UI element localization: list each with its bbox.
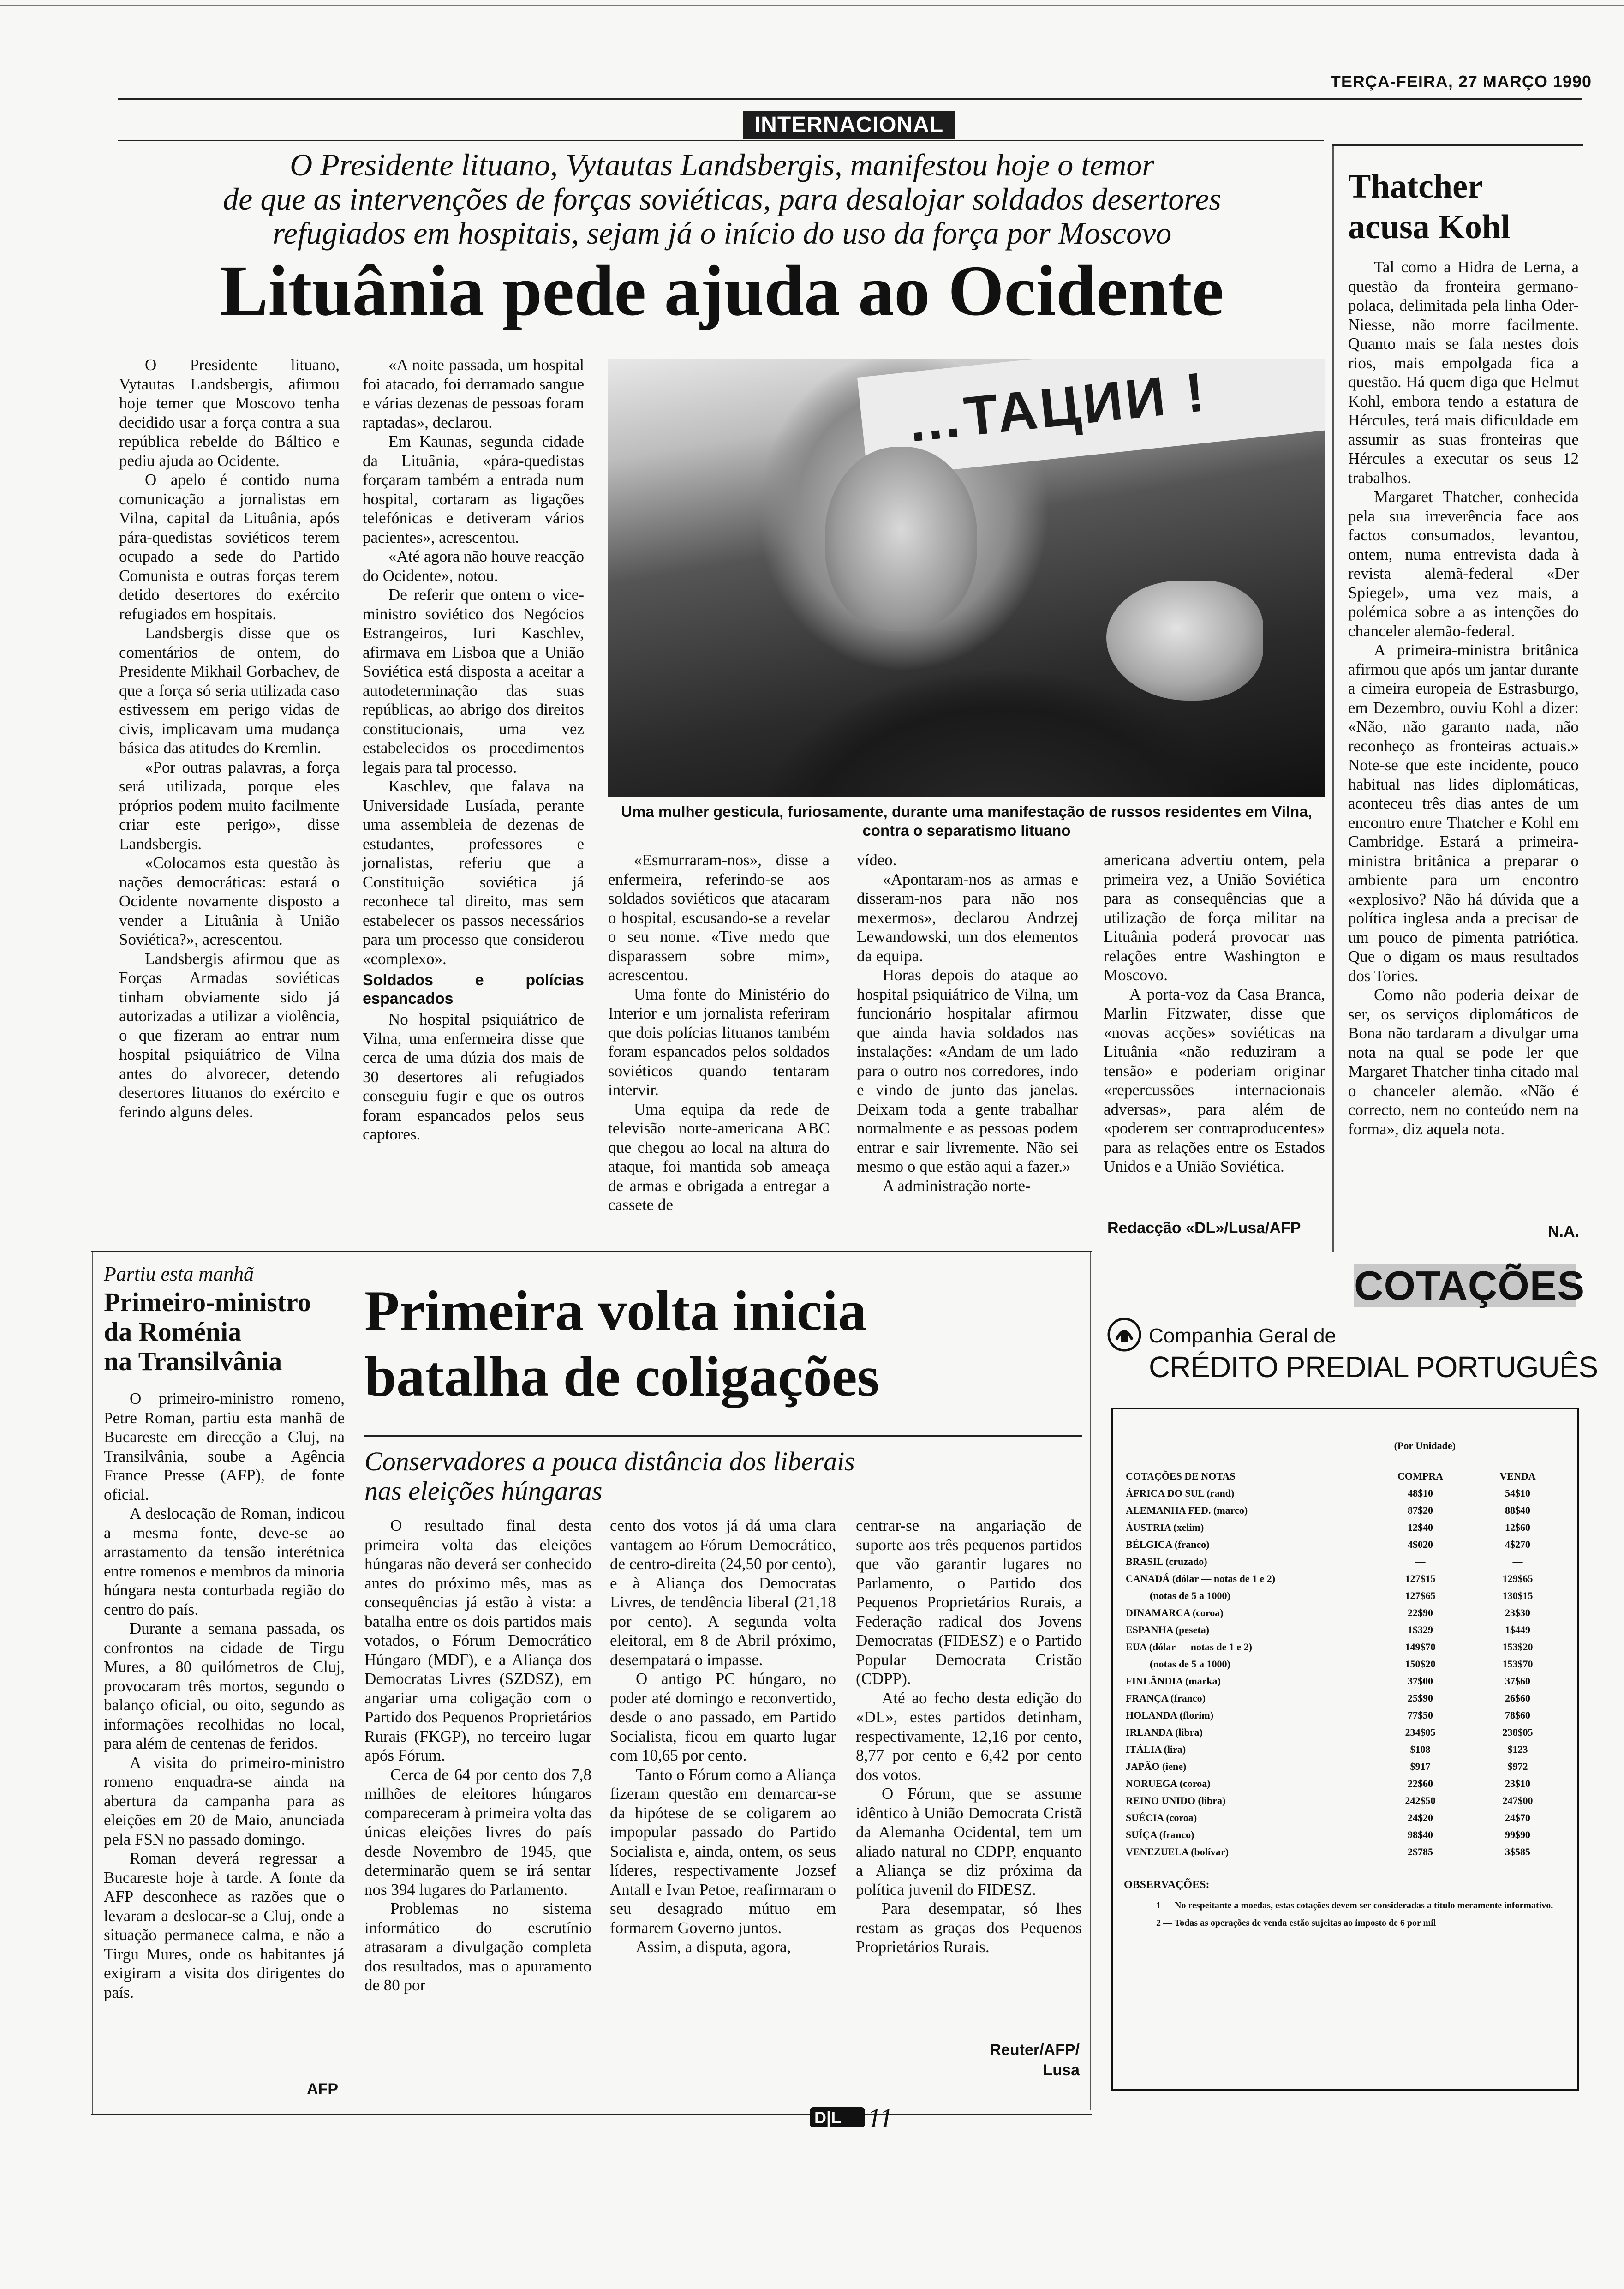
rate-row	[1124, 1570, 1566, 1587]
thatcher-headline-line: Thatcher	[1348, 168, 1483, 205]
rate-row	[1124, 1655, 1566, 1672]
rates-header-row	[1124, 1468, 1566, 1485]
paragraph: Em Kaunas, segunda cidade da Lituânia, «pára-quedistas forçaram também a entrada num hospital, cortaram as ligações telefónicas e detiveram vários pacientes», acrescentou.	[363, 432, 584, 546]
lead-col-5	[1104, 851, 1325, 1176]
rate-row	[1124, 1587, 1566, 1604]
rate-venda: 153$20	[1502, 1641, 1533, 1653]
rate-row	[1124, 1672, 1566, 1690]
rate-compra: 149$70	[1405, 1641, 1436, 1653]
rate-venda: 24$70	[1505, 1812, 1531, 1823]
paragraph: «Apontaram-nos as armas e disseram-nos para não nos mexermos», declarou Andrzej Lewandowski, um dos elementos da equipa.	[857, 870, 1078, 965]
header-cell: VENDA	[1499, 1470, 1536, 1482]
thatcher-headline	[1348, 166, 1511, 247]
dl-logo-mark: D|L	[814, 2108, 842, 2127]
rates-table	[1124, 1468, 1566, 1860]
hungary-col-3	[856, 1516, 1082, 1957]
rate-row	[1124, 1741, 1566, 1758]
photo-caption: Uma mulher gesticula, furiosamente, durante uma manifestação de russos residentes em Vilna, contra o separatismo lituano	[621, 803, 1312, 839]
romania-headline-line: na Transilvânia	[104, 1346, 282, 1376]
currency-name: NORUEGA (coroa)	[1126, 1778, 1211, 1789]
rate-venda: —	[1512, 1556, 1523, 1567]
rate-row	[1124, 1485, 1566, 1502]
paragraph: Problemas no sistema informático do escrutínio atrasaram a divulgação completa dos resultados, mas o apuramento de 80 por	[364, 1900, 591, 1994]
rate-row	[1124, 1604, 1566, 1621]
paragraph: centrar-se na angariação de suporte aos três pequenos partidos que vão garantir lugares no Parlamento, o Partido dos Pequenos Proprietários Rurais, a Federação radical dos Jovens Democratas (FIDESZ) e o Partido Popular Democrata Cristão (CDPP).	[856, 1516, 1082, 1688]
paragraph: cento dos votos já dá uma clara vantagem ao Fórum Democrático, de centro-direita (24,50 por cento), e à Aliança dos Democratas Livres, de tendência liberal (21,18 por cento). A segunda volta eleitoral, em 8 de Abril próximo, desempatará o impasse.	[610, 1516, 836, 1669]
rate-row	[1124, 1707, 1566, 1724]
rate-compra: 127$15	[1405, 1573, 1436, 1584]
rate-compra: 22$90	[1408, 1607, 1433, 1618]
rate-compra: 87$20	[1408, 1504, 1433, 1516]
rate-compra: 2$785	[1408, 1846, 1433, 1858]
paragraph: Tanto o Fórum como a Aliança fizeram questão em demarcar-se da hipótese de se coligarem ao impopular passado do Partido Socialista e, ainda, ontem, os seus líderes, respectivamente Jozsef Antall e Ivan Petoe, reafirmaram o seu desagrado mútuo em formarem Governo juntos.	[610, 1765, 836, 1937]
paragraph: Como não poderia deixar de ser, os serviços diplomáticos de Bona não tardaram a divulgar uma nota na qual se pode ler que Margaret Thatcher tinha citado mal o chanceler alemão. «Não é correcto, nem no conteúdo nem na forma», diz aquela nota.	[1348, 986, 1579, 1138]
lead-kicker-line: de que as intervenções de forças soviéticas, para desalojar soldados desertores	[223, 181, 1221, 216]
paragraph: Até ao fecho desta edição do «DL», estes partidos detinham, respectivamente, 12,16 por cento, 8,77 por cento e 6,42 por cento dos votos.	[856, 1689, 1082, 1784]
paragraph: Tal como a Hidra de Lerna, a questão da fronteira germano-polaca, delimitada pela linha Oder-Niesse, não morre facilmente. Quanto mais se fala nestes dois rios, mais empolgada fica a questão. Há quem diga que Helmut Kohl, embora tendo a estatura de Hércules, terá mais dificuldade em assumir as suas fronteiras que Hércules a executar os seus 12 trabalhos.	[1348, 258, 1579, 487]
rate-compra: 234$05	[1405, 1726, 1436, 1738]
hungary-credit-line: Lusa	[1043, 2061, 1080, 2079]
romania-headline-line: da Roménia	[104, 1317, 242, 1347]
rate-row	[1124, 1758, 1566, 1775]
rate-venda: 238$05	[1502, 1726, 1533, 1738]
header-cell: COMPRA	[1397, 1470, 1444, 1482]
bank-logo-icon	[1107, 1318, 1141, 1352]
hungary-subtitle	[364, 1447, 855, 1506]
rate-row	[1124, 1519, 1566, 1536]
paragraph: Uma fonte do Ministério do Interior e um jornalista referiram que dois polícias lituanos também foram espancados pelos soldados soviéticos quando tentaram intervir.	[608, 985, 830, 1099]
lead-kicker	[120, 148, 1324, 250]
hungary-subtitle-line: nas eleições húngaras	[364, 1476, 603, 1506]
rate-venda: 3$585	[1505, 1846, 1531, 1858]
note-2: 2 — Todas as operações de venda estão sujeitas ao imposto de 6 por mil	[1156, 1918, 1436, 1928]
rate-row	[1124, 1638, 1566, 1655]
protest-banner-text: …ТАЦИИ !	[903, 360, 1210, 454]
currency-name: JAPÃO (iene)	[1126, 1761, 1187, 1772]
currency-name: EUA (dólar — notas de 1 e 2)	[1126, 1641, 1252, 1653]
romania-kicker: Partiu esta manhã	[104, 1263, 254, 1285]
thatcher-headline-line: acusa Kohl	[1348, 208, 1511, 246]
paragraph: Durante a semana passada, os confrontos na cidade de Tirgu Mures, a 80 quilómetros de Cluj, provocaram três mortos, segundo o balanço oficial, ou oito, segundo as informações recolhidas no local, para além de centenas de feridos.	[104, 1619, 345, 1752]
lead-subhead: Soldados e polícias espancados	[363, 971, 584, 1007]
paragraph: O antigo PC húngaro, no poder até domingo e reconvertido, desde o ano passado, em Partido Socialista, ficou em quarto lugar com 10,65 por cento.	[610, 1670, 836, 1764]
currency-name: (notas de 5 a 1000)	[1150, 1658, 1230, 1670]
currency-name: BRASIL (cruzado)	[1126, 1556, 1207, 1567]
rate-compra: 1$329	[1408, 1624, 1433, 1636]
paragraph: Landsbergis afirmou que as Forças Armadas soviéticas tinham obviamente sido já autorizadas a utilizar a violência, o que fizeram ao entrar num hospital psiquiátrico de Vilna antes do alvorecer, detendo desertores lituanos do exército e ferindo alguns deles.	[119, 949, 340, 1121]
page-number: 11	[867, 2103, 893, 2133]
rate-row	[1124, 1843, 1566, 1860]
currency-name: FINLÂNDIA (marka)	[1126, 1675, 1221, 1687]
romania-credit: AFP	[307, 2080, 338, 2098]
rate-row	[1124, 1826, 1566, 1843]
rate-venda: 130$15	[1502, 1590, 1533, 1601]
rate-compra: 25$90	[1408, 1692, 1433, 1704]
rate-compra: 37$00	[1408, 1675, 1433, 1687]
paragraph: Roman deverá regressar a Bucareste hoje à tarde. A fonte da AFP desconhece as razões que o levaram a deslocar-se a Cluj, onde a situação permanece calma, e não a Tirgu Mures, onde os habitantes já exigiram a visita dos dirigentes do país.	[104, 1849, 345, 2001]
hungary-subtitle-line: Conservadores a pouca distância dos liberais	[364, 1446, 855, 1476]
lead-kicker-line: refugiados em hospitais, sejam já o início do uso da força por Moscovo	[272, 216, 1172, 251]
hungary-headline-line: Primeira volta inicia	[364, 1279, 867, 1342]
rate-compra: $108	[1410, 1744, 1431, 1755]
paragraph: No hospital psiquiátrico de Vilna, uma enfermeira disse que cerca de uma dúzia dos mais de 30 desertores ali refugiados conseguiu fugir e que os outros foram espancados pelos seus captores.	[363, 1010, 584, 1143]
observacoes-title: OBSERVAÇÕES:	[1124, 1879, 1210, 1891]
lead-col-4	[857, 851, 1078, 1195]
paragraph: O Presidente lituano, Vytautas Landsbergis, afirmou hoje temer que Moscovo tenha decidido usar a força contra a sua república rebelde do Báltico e pediu ajuda ao Ocidente.	[119, 356, 340, 470]
rate-row	[1124, 1809, 1566, 1826]
rate-compra: 24$20	[1408, 1812, 1433, 1823]
currency-name: DINAMARCA (coroa)	[1126, 1607, 1224, 1618]
paragraph: «Colocamos esta questão às nações democráticas: estará o Ocidente novamente disposto a vender a Lituânia à União Soviética?», acrescentou.	[119, 854, 340, 948]
rate-venda: 247$00	[1502, 1795, 1533, 1806]
rate-venda: 37$60	[1505, 1675, 1531, 1687]
rate-compra: 242$50	[1405, 1795, 1436, 1806]
paragraph: Para desempatar, só lhes restam as graças dos Pequenos Proprietários Rurais.	[856, 1900, 1082, 1956]
currency-name: (notas de 5 a 1000)	[1150, 1590, 1230, 1601]
currency-name: REINO UNIDO (libra)	[1126, 1795, 1226, 1806]
rate-venda: 23$10	[1505, 1778, 1531, 1789]
paragraph: A deslocação de Roman, indicou a mesma fonte, deve-se ao arrastamento da tensão interétnica entre romenos e membros da minoria húngara nesta conturbada região do centro do país.	[104, 1504, 345, 1618]
hungary-col-2	[610, 1516, 836, 1957]
currency-name: IRLANDA (libra)	[1126, 1726, 1203, 1738]
cotacoes-title: COTAÇÕES	[1354, 1263, 1585, 1308]
paragraph: americana advertiu ontem, pela primeira vez, a União Soviética para as consequências que a utilização de força militar na Lituânia poderá provocar nas relações entre Washington e Moscovo.	[1104, 851, 1325, 984]
rate-compra: 98$40	[1408, 1829, 1433, 1840]
rate-row	[1124, 1621, 1566, 1638]
currency-name: FRANÇA (franco)	[1126, 1692, 1206, 1704]
rates-body	[1124, 1485, 1566, 1860]
rate-compra: 4$020	[1408, 1539, 1433, 1550]
hungary-headline-line: batalha de coligações	[364, 1345, 879, 1408]
rate-venda: 78$60	[1505, 1709, 1531, 1721]
paragraph: Margaret Thatcher, conhecida pela sua irreverência face aos factos consumados, levantou, ontem, numa entrevista dada à revista alemã-federal «Der Spiegel», uma vez mais, a polémica sobre a as intenções do chanceler alemão-federal.	[1348, 488, 1579, 640]
rate-compra: 77$50	[1408, 1709, 1433, 1721]
currency-name: SUÍÇA (franco)	[1126, 1829, 1194, 1840]
bank-name-line1: Companhia Geral de	[1149, 1324, 1337, 1347]
hungary-credit	[969, 2040, 1080, 2080]
hungary-col-1	[364, 1516, 591, 1995]
romania-body	[104, 1389, 345, 2002]
rate-venda: 23$30	[1505, 1607, 1531, 1618]
dl-logo	[810, 2107, 865, 2127]
currency-name: BÉLGICA (franco)	[1126, 1539, 1210, 1550]
hungary-credit-line: Reuter/AFP/	[990, 2041, 1080, 2059]
rate-row	[1124, 1775, 1566, 1792]
currency-name: ITÁLIA (lira)	[1126, 1744, 1186, 1755]
rate-row	[1124, 1690, 1566, 1707]
rate-row	[1124, 1502, 1566, 1519]
currency-name: VENEZUELA (bolívar)	[1126, 1846, 1229, 1858]
currency-name: CANADÁ (dólar — notas de 1 e 2)	[1126, 1573, 1276, 1584]
lead-kicker-line: O Presidente lituano, Vytautas Landsbergis, manifestou hoje o temor	[290, 147, 1154, 182]
rate-compra: 150$20	[1405, 1658, 1436, 1670]
rate-venda: 12$60	[1505, 1522, 1531, 1533]
rate-row	[1124, 1553, 1566, 1570]
romania-headline-line: Primeiro-ministro	[104, 1287, 311, 1317]
thatcher-signature: N.A.	[1548, 1223, 1579, 1240]
rate-venda: 4$270	[1505, 1539, 1531, 1550]
unit-note: (Por Unidade)	[1394, 1440, 1456, 1451]
paragraph: A administração norte-	[883, 1176, 1031, 1195]
currency-name: ESPANHA (peseta)	[1126, 1624, 1210, 1636]
rate-venda: 99$90	[1505, 1829, 1531, 1840]
paragraph: A visita do primeiro-ministro romeno enquadra-se ainda na abertura da campanha para as eleições em 20 de Maio, anunciada pela FSN no passado domingo.	[104, 1753, 345, 1848]
paragraph: «Esmurraram-nos», disse a enfermeira, referindo-se aos soldados soviéticos que atacaram o hospital, escusando-se a revelar o seu nome. «Tive medo que disparassem sobre mim», acrescentou.	[608, 851, 830, 984]
bank-logo-icon-svg	[1107, 1318, 1141, 1352]
rate-venda: 54$10	[1505, 1487, 1531, 1499]
rate-compra: 48$10	[1408, 1487, 1433, 1499]
rate-venda: 153$70	[1502, 1658, 1533, 1670]
paragraph: Assim, a disputa, agora,	[636, 1938, 791, 1956]
currency-name: ÁUSTRIA (xelim)	[1126, 1522, 1204, 1533]
paragraph: A porta-voz da Casa Branca, Marlin Fitzwater, disse que «novas acções» soviéticas na Lituânia «não reduziram a tensão» e poderiam originar «repercussões internacionais adversas», para além de «poderem ser contraproducentes» para as relações entre os Estados Unidos e a União Soviética.	[1104, 985, 1325, 1175]
note-1: 1 — No respeitante a moedas, estas cotações devem ser consideradas a título meramente informativo.	[1156, 1900, 1553, 1911]
cotacoes-box	[1111, 1408, 1579, 2091]
lead-headline: Lituânia pede ajuda ao Ocidente	[220, 251, 1224, 330]
header-cell: COTAÇÕES DE NOTAS	[1126, 1470, 1236, 1482]
rate-venda: $972	[1507, 1761, 1528, 1772]
thatcher-body	[1348, 258, 1579, 1139]
paragraph: A primeira-ministra britânica afirmou que após um jantar durante a cimeira europeia de Estrasburgo, em Dezembro, ouviu Kohl a dizer: «Não, não garanto nada, não reconheço as fronteiras actuais.» Note-se que este incidente, pouco habitual nas lides diplomáticas, aconteceu três dias antes de um encontro entre Thatcher e Kohl em Cambridge. Estará a primeira-ministra britânica a preparar o ambiente para um encontro «explosivo? Não há dúvida que a política inglesa anda a precisar de um pouco de pimenta patriótica. Que o digam os maus resultados dos Tories.	[1348, 641, 1579, 985]
page-date: TERÇA-FEIRA, 27 MARÇO 1990	[1330, 72, 1592, 91]
paragraph: Horas depois do ataque ao hospital psiquiátrico de Vilna, um funcionário hospitalar afirmou que ainda havia soldados nas instalações: «Andam de um lado para o outro nos corredores, indo e vindo de junto das janelas. Deixam toda a gente trabalhar normalmente e as pessoas podem entrar e sair livremente. Não sei mesmo o que estão aqui a fazer.»	[857, 966, 1078, 1175]
paragraph: «A noite passada, um hospital foi atacado, foi derramado sangue e várias dezenas de pessoas foram raptadas», declarou.	[363, 356, 584, 431]
rate-compra: 127$65	[1405, 1590, 1436, 1601]
paragraph: «Até agora não houve reacção do Ocidente», notou.	[363, 547, 584, 585]
rate-row	[1124, 1536, 1566, 1553]
lead-credit: Redacção «DL»/Lusa/AFP	[1107, 1219, 1301, 1237]
rate-venda: 88$40	[1505, 1504, 1531, 1516]
rate-venda: $123	[1507, 1744, 1528, 1755]
paragraph: O resultado final desta primeira volta das eleições húngaras não deverá ser conhecido antes do próximo mês, mas as consequências já estão à vista: a batalha entre os dois partidos mais votados, o Fórum Democrático Húngaro (MDF), e a Aliança dos Democratas Livres (SZDSZ), em angariar uma coligação com o Partido dos Pequenos Proprietários Rurais (FKGP), no terceiro lugar após Fórum.	[364, 1516, 591, 1764]
rate-compra: $917	[1410, 1761, 1431, 1772]
paragraph: De referir que ontem o vice-ministro soviético dos Negócios Estrangeiros, Iuri Kaschlev, afirmava em Lisboa que a União Soviética está disposta a aceitar a autodeterminação das suas repúblicas, ao abrigo dos direitos constitucionais, uma vez estabelecidos os procedimentos legais para tal processo.	[363, 586, 584, 776]
lead-col-1	[119, 355, 340, 1121]
paragraph: Cerca de 64 por cento dos 7,8 milhões de eleitores húngaros compareceram à primeira volta das únicas eleições livres do país desde Novembro de 1945, que determinarão quem se irá sentar nos 394 lugares do Parlamento.	[364, 1765, 591, 1899]
lead-col-3	[608, 851, 830, 1215]
paragraph: Uma equipa da rede de televisão norte-americana ABC que chegou ao local na altura do ataque, foi mantida sob ameaça de armas e obrigada a entregar a cassete de	[608, 1100, 830, 1214]
paragraph: Landsbergis disse que os comentários de ontem, do Presidente Mikhail Gorbachev, de que a força só seria utilizada caso estivessem em perigo vidas de civis, implicavam uma mudança básica das atitudes do Kremlin.	[119, 624, 340, 757]
rate-venda: 129$65	[1502, 1573, 1533, 1584]
rate-venda: 1$449	[1505, 1624, 1531, 1636]
paragraph: vídeo.	[857, 851, 897, 869]
paragraph: «Por outras palavras, a força será utilizada, porque eles próprios podem muito facilmente criar este perigo», disse Landsbergis.	[119, 758, 340, 853]
woman-face	[825, 447, 977, 631]
rate-compra: —	[1415, 1556, 1426, 1567]
romania-headline	[104, 1288, 311, 1376]
paragraph: O apelo é contido numa comunicação a jornalistas em Vilna, capital da Lituânia, após pára-quedistas soviéticos terem ocupado a sede do Partido Comunista e outras forças terem detido desertores do exército refugiados em hospitais.	[119, 471, 340, 623]
rate-compra: 12$40	[1408, 1522, 1433, 1533]
rate-row	[1124, 1792, 1566, 1809]
bank-name-line2: CRÉDITO PREDIAL PORTUGUÊS	[1149, 1350, 1598, 1384]
lead-col-2	[363, 355, 584, 1144]
hungary-headline	[364, 1278, 879, 1409]
rate-venda: 26$60	[1505, 1692, 1531, 1704]
rate-row	[1124, 1724, 1566, 1741]
paragraph: O primeiro-ministro romeno, Petre Roman, partiu esta manhã de Bucareste em direcção a Cluj, na Transilvânia, soube a Agência France Presse (AFP), de fonte oficial.	[104, 1390, 345, 1504]
rate-compra: 22$60	[1408, 1778, 1433, 1789]
section-label: INTERNACIONAL	[743, 111, 955, 139]
woman-hand	[1106, 581, 1263, 701]
paragraph: Kaschlev, que falava na Universidade Lusíada, perante uma assembleia de dezenas de estudantes, professores e jornalistas, referiu que a Constituição soviética já reconhece tal direito, mas sem estabelecer os passos necessários para um processo que considerou «complexo».	[363, 777, 584, 968]
currency-name: HOLANDA (florim)	[1126, 1709, 1214, 1721]
paragraph: O Fórum, que se assume idêntico à União Democrata Cristã da Alemanha Ocidental, tem um aliado natural no CDPP, enquanto a Aliança se diz próxima da política juvenil do FIDESZ.	[856, 1785, 1082, 1899]
currency-name: SUÉCIA (coroa)	[1126, 1812, 1197, 1823]
currency-name: ALEMANHA FED. (marco)	[1126, 1504, 1248, 1516]
currency-name: ÁFRICA DO SUL (rand)	[1126, 1487, 1235, 1499]
lead-photo	[608, 359, 1325, 797]
